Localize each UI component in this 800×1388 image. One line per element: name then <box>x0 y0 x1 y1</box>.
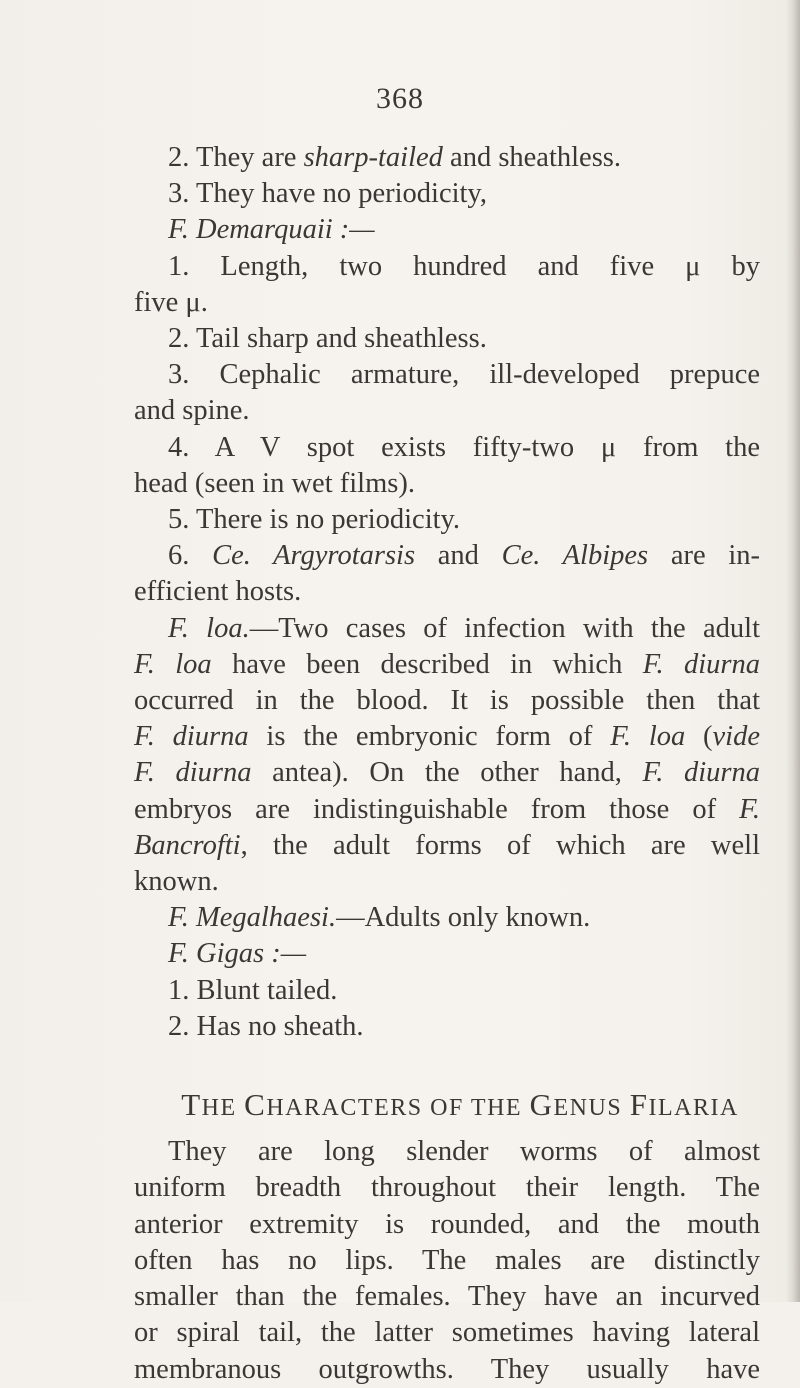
text-line <box>134 900 760 936</box>
text-run: embryos are indistinguishable from those of <box>134 793 740 825</box>
italic-text: Bancrofti <box>134 829 241 861</box>
text-run: 1. Blunt tailed. <box>168 974 338 1006</box>
section-heading: THE CHARACTERS OF THE GENUS FILARIA <box>181 1087 739 1123</box>
text-line <box>134 719 760 755</box>
italic-text: Ce. Argyrotarsis <box>212 540 416 572</box>
text-run: and sheathless. <box>442 142 622 173</box>
text-line <box>134 321 760 357</box>
italic-text: F. loa. <box>168 612 250 644</box>
text-line <box>134 792 760 828</box>
text-line <box>134 140 760 176</box>
text-run: 5. There is no periodicity. <box>168 504 461 536</box>
text-line <box>134 357 760 393</box>
text-run: or spiral tail, the latter sometimes having lateral <box>134 1317 760 1349</box>
text-run: often has no lips. The males are distinctly <box>134 1244 760 1276</box>
italic-text: F. loa <box>610 721 686 753</box>
text-line <box>134 647 760 683</box>
body-text <box>134 140 760 1388</box>
text-line <box>134 574 760 610</box>
text-line <box>134 828 760 864</box>
text-run: occurred in the blood. It is possible then that <box>134 685 760 717</box>
text-line <box>134 936 760 972</box>
text-run: and <box>415 540 502 572</box>
page-number: 368 <box>376 82 424 115</box>
text-line <box>134 502 760 538</box>
italic-text: Ce. Albipes <box>501 540 649 572</box>
text-line <box>134 1243 760 1279</box>
text-run: —Adults only known. <box>336 902 591 934</box>
italic-text: F. diurna <box>642 757 760 789</box>
text-line <box>134 212 760 248</box>
text-run: smaller than the females. They have an incurved <box>134 1281 760 1313</box>
text-line <box>134 1352 760 1388</box>
text-run: efficient hosts. <box>134 576 302 608</box>
text-run: ( <box>685 721 713 753</box>
text-run: uniform breadth throughout their length. The <box>134 1172 760 1204</box>
text-run: known. <box>134 866 219 898</box>
text-line <box>134 1279 760 1315</box>
text-line <box>134 611 760 647</box>
text-run: is the embryonic form of <box>248 721 611 753</box>
text-run: —Two cases of infection with the adult <box>249 612 760 644</box>
text-line <box>134 249 760 285</box>
text-run: 1. Length, two hundred and five μ by <box>168 250 760 282</box>
italic-text: sharp-tailed <box>303 142 443 173</box>
text-run: have been described in which <box>211 648 643 680</box>
filaria-species-notes <box>134 140 760 1045</box>
text-line <box>134 1170 760 1206</box>
text-line <box>134 755 760 791</box>
text-line <box>134 1207 760 1243</box>
text-line <box>134 1315 760 1351</box>
text-line <box>134 683 760 719</box>
text-run: 3. They have no periodicity, <box>168 178 487 210</box>
text-line <box>134 1134 760 1170</box>
text-run: 2. Has no sheath. <box>168 1010 364 1042</box>
page-edge-shadow <box>786 0 800 1302</box>
italic-text: F. diurna <box>134 757 252 789</box>
italic-text: F. Megalhaesi. <box>168 902 337 934</box>
text-run: five μ. <box>134 286 208 318</box>
italic-text: F. diurna <box>642 648 760 680</box>
text-run: anterior extremity is rounded, and the mouth <box>134 1208 760 1240</box>
text-line <box>134 430 760 466</box>
text-run: antea). On the other hand, <box>251 757 643 789</box>
text-line <box>134 176 760 212</box>
italic-text: vide <box>712 721 760 753</box>
italic-text: F. Gigas :— <box>168 938 307 970</box>
text-line <box>134 466 760 502</box>
text-line <box>134 1009 760 1045</box>
text-run: membranous outgrowths. They usually have <box>134 1353 760 1385</box>
text-line <box>134 973 760 1009</box>
text-run: , the adult forms of which are well <box>240 829 760 861</box>
text-line <box>134 864 760 900</box>
text-line <box>134 393 760 429</box>
text-line <box>134 285 760 321</box>
text-run: 3. Cephalic armature, ill-developed prepuce <box>168 359 760 391</box>
text-run: 2. Tail sharp and sheathless. <box>168 323 487 355</box>
text-run: 6. <box>168 540 213 572</box>
text-line <box>134 538 760 574</box>
genus-characters-paragraph <box>134 1134 760 1387</box>
text-run: and spine. <box>134 395 250 427</box>
italic-text: F. loa <box>134 648 212 680</box>
text-run: 2. They are <box>168 142 304 173</box>
text-run: are in- <box>648 540 760 572</box>
text-run: They are long slender worms of almost <box>168 1136 760 1168</box>
text-run: 4. A V spot exists fifty-two μ from the <box>168 431 760 463</box>
italic-text: F. Demarquaii :— <box>168 214 375 246</box>
text-run: head (seen in wet films). <box>134 467 415 499</box>
italic-text: F. diurna <box>134 721 249 753</box>
italic-text: F. <box>739 793 760 825</box>
